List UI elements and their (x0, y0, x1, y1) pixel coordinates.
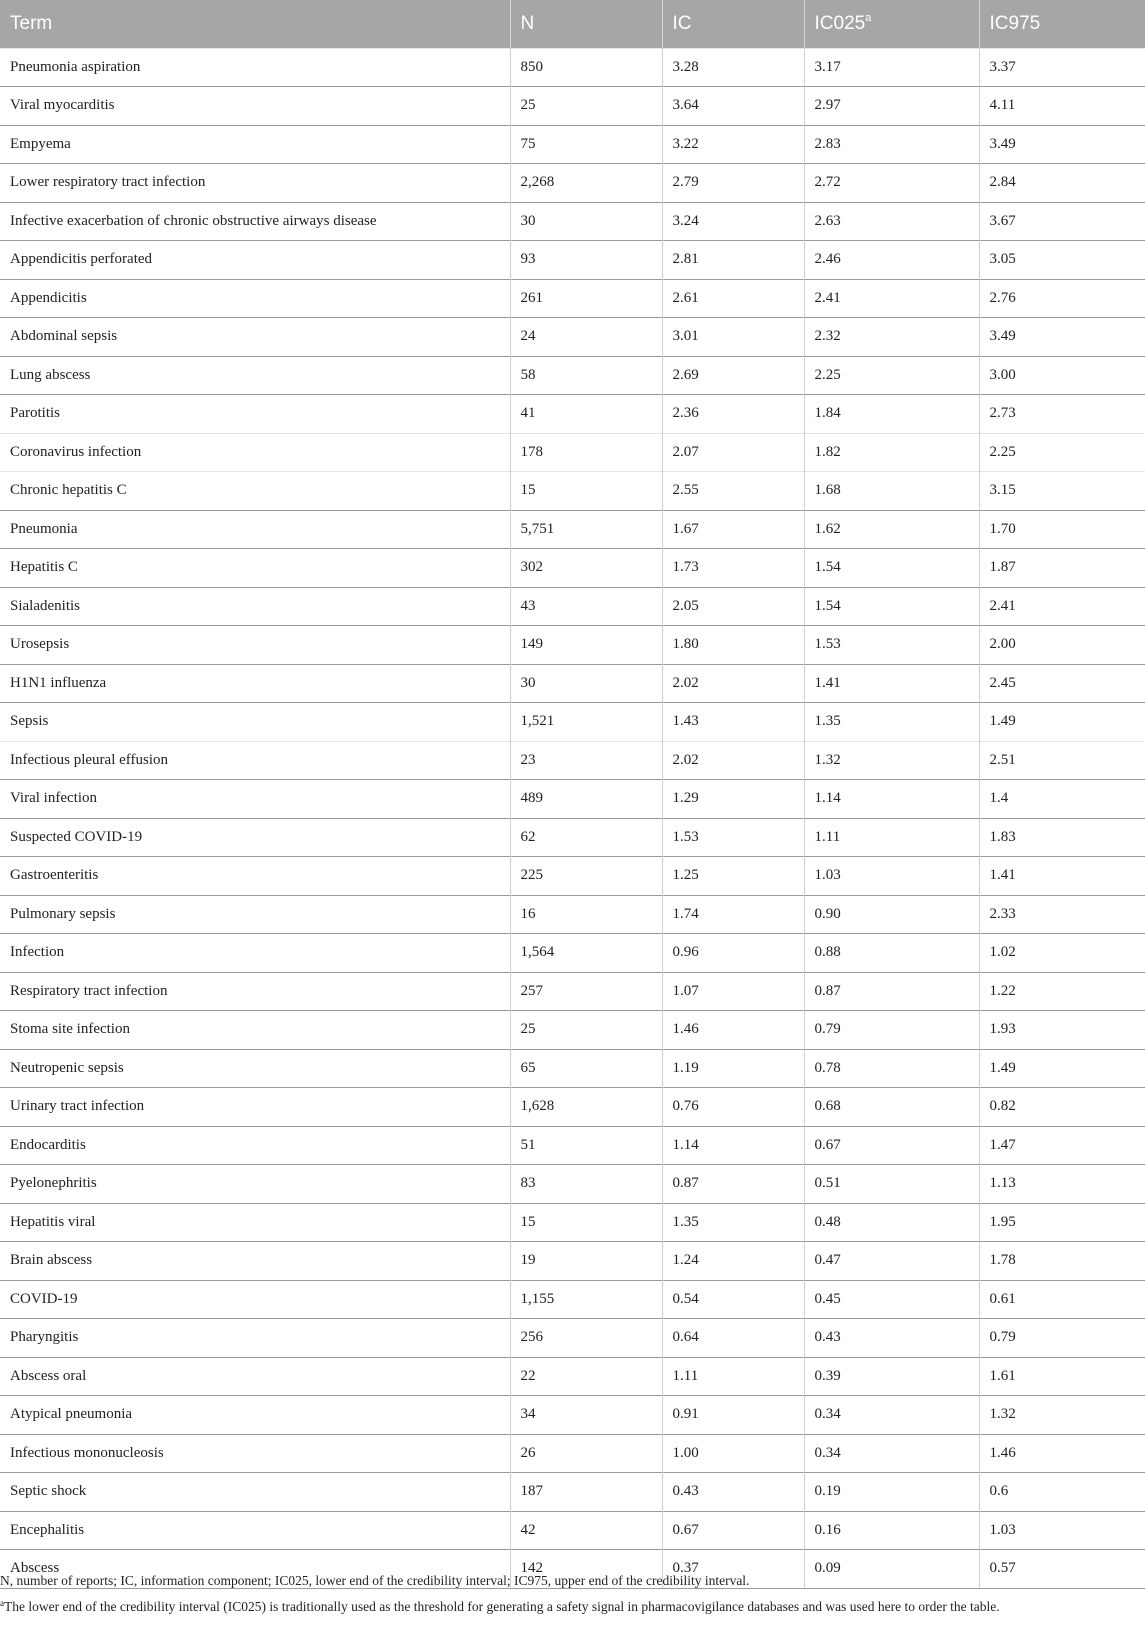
cell-ic: 1.25 (662, 857, 804, 896)
cell-ic975: 1.93 (979, 1011, 1145, 1050)
cell-ic: 0.91 (662, 1396, 804, 1435)
table-row (0, 1434, 1145, 1473)
cell-ic025: 1.54 (804, 549, 979, 588)
cell-ic025: 2.97 (804, 87, 979, 126)
column-header-ic: IC (662, 0, 804, 48)
cell-ic025: 0.47 (804, 1242, 979, 1281)
cell-n: 256 (510, 1319, 662, 1358)
cell-term: Lower respiratory tract infection (0, 164, 510, 203)
table-row (0, 934, 1145, 973)
table-row (0, 356, 1145, 395)
cell-ic025: 2.41 (804, 279, 979, 318)
cell-ic975: 2.45 (979, 664, 1145, 703)
cell-ic975: 1.03 (979, 1511, 1145, 1550)
ordering-footnote-text: The lower end of the credibility interval (IC025) is traditionally used as the threshold for generating a safety signal in pharmacovigilance databases and was used here to order the table. (4, 1599, 1000, 1614)
cell-ic975: 3.00 (979, 356, 1145, 395)
table-row (0, 780, 1145, 819)
cell-ic: 1.43 (662, 703, 804, 742)
cell-term: Viral infection (0, 780, 510, 819)
cell-ic: 2.69 (662, 356, 804, 395)
cell-term: Parotitis (0, 395, 510, 434)
cell-ic: 1.00 (662, 1434, 804, 1473)
cell-ic975: 1.32 (979, 1396, 1145, 1435)
cell-term: Hepatitis viral (0, 1203, 510, 1242)
cell-n: 22 (510, 1357, 662, 1396)
cell-ic: 3.01 (662, 318, 804, 357)
cell-ic025: 0.48 (804, 1203, 979, 1242)
cell-term: Hepatitis C (0, 549, 510, 588)
cell-ic025: 1.54 (804, 587, 979, 626)
cell-n: 15 (510, 472, 662, 511)
cell-ic025: 1.68 (804, 472, 979, 511)
cell-ic025: 2.72 (804, 164, 979, 203)
table-row (0, 1473, 1145, 1512)
cell-ic025: 1.84 (804, 395, 979, 434)
cell-n: 58 (510, 356, 662, 395)
cell-ic975: 4.11 (979, 87, 1145, 126)
cell-n: 83 (510, 1165, 662, 1204)
cell-ic: 2.02 (662, 664, 804, 703)
cell-ic025: 1.14 (804, 780, 979, 819)
cell-term: Pneumonia aspiration (0, 48, 510, 87)
cell-term: Empyema (0, 125, 510, 164)
cell-term: Pyelonephritis (0, 1165, 510, 1204)
table-row (0, 1049, 1145, 1088)
cell-n: 850 (510, 48, 662, 87)
cell-ic975: 3.49 (979, 125, 1145, 164)
cell-ic025: 0.68 (804, 1088, 979, 1127)
cell-n: 25 (510, 87, 662, 126)
cell-ic: 2.79 (662, 164, 804, 203)
cell-ic: 1.29 (662, 780, 804, 819)
cell-ic025: 1.35 (804, 703, 979, 742)
cell-n: 30 (510, 202, 662, 241)
cell-ic: 2.02 (662, 741, 804, 780)
cell-ic: 3.22 (662, 125, 804, 164)
column-header-ic975: IC975 (979, 0, 1145, 48)
cell-n: 41 (510, 395, 662, 434)
cell-ic975: 1.47 (979, 1126, 1145, 1165)
cell-ic025: 0.78 (804, 1049, 979, 1088)
cell-n: 75 (510, 125, 662, 164)
cell-term: Infective exacerbation of chronic obstructive airways disease (0, 202, 510, 241)
cell-n: 178 (510, 433, 662, 472)
cell-ic025: 1.03 (804, 857, 979, 896)
cell-ic975: 1.13 (979, 1165, 1145, 1204)
cell-n: 5,751 (510, 510, 662, 549)
cell-ic975: 1.46 (979, 1434, 1145, 1473)
table-row (0, 549, 1145, 588)
cell-n: 65 (510, 1049, 662, 1088)
cell-ic975: 3.37 (979, 48, 1145, 87)
cell-ic: 0.67 (662, 1511, 804, 1550)
cell-ic975: 3.67 (979, 202, 1145, 241)
cell-ic975: 1.87 (979, 549, 1145, 588)
cell-term: Appendicitis perforated (0, 241, 510, 280)
cell-ic: 2.81 (662, 241, 804, 280)
cell-n: 2,268 (510, 164, 662, 203)
cell-ic: 1.07 (662, 972, 804, 1011)
cell-ic025: 1.62 (804, 510, 979, 549)
table-row (0, 1126, 1145, 1165)
cell-ic975: 0.79 (979, 1319, 1145, 1358)
cell-n: 261 (510, 279, 662, 318)
cell-ic: 2.36 (662, 395, 804, 434)
header-row (0, 0, 1145, 48)
table-row (0, 433, 1145, 472)
cell-ic025: 0.34 (804, 1434, 979, 1473)
cell-n: 15 (510, 1203, 662, 1242)
cell-ic025: 0.34 (804, 1396, 979, 1435)
cell-n: 1,155 (510, 1280, 662, 1319)
cell-ic: 1.53 (662, 818, 804, 857)
cell-ic025: 1.11 (804, 818, 979, 857)
cell-ic: 1.19 (662, 1049, 804, 1088)
cell-term: Neutropenic sepsis (0, 1049, 510, 1088)
cell-ic: 1.11 (662, 1357, 804, 1396)
table-row (0, 1088, 1145, 1127)
column-header-ic025 (804, 0, 979, 48)
cell-n: 34 (510, 1396, 662, 1435)
cell-term: Suspected COVID-19 (0, 818, 510, 857)
cell-term: Urosepsis (0, 626, 510, 665)
cell-ic975: 1.83 (979, 818, 1145, 857)
footnote-marker: a (0, 1598, 4, 1608)
column-header-ic025-label: IC025 (814, 13, 866, 35)
cell-term: Sialadenitis (0, 587, 510, 626)
cell-ic975: 2.33 (979, 895, 1145, 934)
cell-ic975: 2.84 (979, 164, 1145, 203)
cell-n: 302 (510, 549, 662, 588)
cell-n: 1,521 (510, 703, 662, 742)
cell-ic975: 0.57 (979, 1550, 1145, 1589)
table-row (0, 1396, 1145, 1435)
cell-n: 489 (510, 780, 662, 819)
cell-ic025: 1.82 (804, 433, 979, 472)
cell-ic: 1.73 (662, 549, 804, 588)
cell-n: 225 (510, 857, 662, 896)
table-row (0, 1357, 1145, 1396)
cell-ic975: 1.61 (979, 1357, 1145, 1396)
cell-term: Respiratory tract infection (0, 972, 510, 1011)
cell-ic: 1.24 (662, 1242, 804, 1281)
cell-ic025: 1.41 (804, 664, 979, 703)
cell-n: 24 (510, 318, 662, 357)
cell-term: Sepsis (0, 703, 510, 742)
table-row (0, 125, 1145, 164)
cell-term: Gastroenteritis (0, 857, 510, 896)
cell-ic975: 1.78 (979, 1242, 1145, 1281)
table-row (0, 241, 1145, 280)
table-row (0, 1511, 1145, 1550)
ordering-footnote (0, 1592, 1145, 1618)
cell-n: 42 (510, 1511, 662, 1550)
cell-ic975: 3.49 (979, 318, 1145, 357)
column-header-n: N (510, 0, 662, 48)
cell-ic025: 0.51 (804, 1165, 979, 1204)
table-row (0, 1165, 1145, 1204)
table-row (0, 472, 1145, 511)
cell-term: Viral myocarditis (0, 87, 510, 126)
cell-ic: 1.74 (662, 895, 804, 934)
cell-ic975: 3.05 (979, 241, 1145, 280)
cell-ic975: 2.25 (979, 433, 1145, 472)
cell-ic975: 0.61 (979, 1280, 1145, 1319)
cell-term: Brain abscess (0, 1242, 510, 1281)
cell-ic975: 1.02 (979, 934, 1145, 973)
cell-ic025: 2.46 (804, 241, 979, 280)
cell-ic025: 0.09 (804, 1550, 979, 1589)
table-footnotes (0, 1569, 1145, 1618)
cell-n: 62 (510, 818, 662, 857)
table-row (0, 972, 1145, 1011)
abbreviations-footnote: N, number of reports; IC, information component; IC025, lower end of the credibility interval; IC975, upper end of the credibility interval. (0, 1573, 750, 1588)
cell-term: H1N1 influenza (0, 664, 510, 703)
cell-ic: 3.28 (662, 48, 804, 87)
cell-ic975: 3.15 (979, 472, 1145, 511)
cell-term: Pneumonia (0, 510, 510, 549)
cell-ic: 3.64 (662, 87, 804, 126)
cell-n: 43 (510, 587, 662, 626)
cell-n: 26 (510, 1434, 662, 1473)
cell-ic: 0.43 (662, 1473, 804, 1512)
cell-ic975: 2.73 (979, 395, 1145, 434)
cell-n: 187 (510, 1473, 662, 1512)
cell-ic025: 2.32 (804, 318, 979, 357)
cell-ic: 0.87 (662, 1165, 804, 1204)
cell-ic: 1.35 (662, 1203, 804, 1242)
cell-ic025: 0.43 (804, 1319, 979, 1358)
table-row (0, 703, 1145, 742)
cell-ic975: 2.41 (979, 587, 1145, 626)
cell-term: Abscess (0, 1550, 510, 1589)
cell-term: Lung abscess (0, 356, 510, 395)
cell-ic975: 0.82 (979, 1088, 1145, 1127)
table-row (0, 318, 1145, 357)
cell-n: 19 (510, 1242, 662, 1281)
table-row (0, 741, 1145, 780)
cell-ic025: 0.79 (804, 1011, 979, 1050)
table-row (0, 857, 1145, 896)
cell-term: Abscess oral (0, 1357, 510, 1396)
cell-ic: 1.67 (662, 510, 804, 549)
cell-ic: 2.07 (662, 433, 804, 472)
cell-ic: 0.54 (662, 1280, 804, 1319)
table-row (0, 395, 1145, 434)
cell-term: Endocarditis (0, 1126, 510, 1165)
cell-term: Pharyngitis (0, 1319, 510, 1358)
cell-ic025: 1.53 (804, 626, 979, 665)
cell-ic975: 2.51 (979, 741, 1145, 780)
cell-term: Infectious mononucleosis (0, 1434, 510, 1473)
table-body (0, 48, 1145, 1588)
cell-ic: 2.05 (662, 587, 804, 626)
table-row (0, 664, 1145, 703)
cell-ic: 2.61 (662, 279, 804, 318)
cell-ic: 1.46 (662, 1011, 804, 1050)
table-row (0, 202, 1145, 241)
cell-ic: 2.55 (662, 472, 804, 511)
cell-ic975: 1.70 (979, 510, 1145, 549)
cell-ic: 0.37 (662, 1550, 804, 1589)
cell-ic: 3.24 (662, 202, 804, 241)
cell-term: Infectious pleural effusion (0, 741, 510, 780)
table-header (0, 0, 1145, 48)
cell-ic: 0.96 (662, 934, 804, 973)
cell-term: Urinary tract infection (0, 1088, 510, 1127)
table-row (0, 1011, 1145, 1050)
cell-n: 16 (510, 895, 662, 934)
cell-ic025: 0.67 (804, 1126, 979, 1165)
cell-ic025: 0.45 (804, 1280, 979, 1319)
cell-ic975: 1.41 (979, 857, 1145, 896)
table-row (0, 1203, 1145, 1242)
table-row (0, 1242, 1145, 1281)
cell-ic975: 0.6 (979, 1473, 1145, 1512)
cell-term: Pulmonary sepsis (0, 895, 510, 934)
table-row (0, 164, 1145, 203)
cell-ic975: 2.76 (979, 279, 1145, 318)
cell-term: Encephalitis (0, 1511, 510, 1550)
table-row (0, 587, 1145, 626)
cell-term: Abdominal sepsis (0, 318, 510, 357)
cell-ic025: 0.87 (804, 972, 979, 1011)
cell-term: Chronic hepatitis C (0, 472, 510, 511)
cell-ic025: 3.17 (804, 48, 979, 87)
cell-n: 257 (510, 972, 662, 1011)
cell-ic025: 1.32 (804, 741, 979, 780)
cell-n: 142 (510, 1550, 662, 1589)
table-row (0, 279, 1145, 318)
footnote-marker: a (865, 12, 872, 25)
cell-ic025: 2.63 (804, 202, 979, 241)
cell-ic975: 1.22 (979, 972, 1145, 1011)
cell-ic: 1.80 (662, 626, 804, 665)
table-row (0, 626, 1145, 665)
cell-n: 149 (510, 626, 662, 665)
cell-ic: 0.76 (662, 1088, 804, 1127)
cell-ic025: 0.90 (804, 895, 979, 934)
cell-ic025: 2.83 (804, 125, 979, 164)
cell-term: Atypical pneumonia (0, 1396, 510, 1435)
cell-ic: 0.64 (662, 1319, 804, 1358)
column-header-term: Term (10, 12, 53, 34)
cell-n: 25 (510, 1011, 662, 1050)
cell-term: Stoma site infection (0, 1011, 510, 1050)
cell-n: 51 (510, 1126, 662, 1165)
cell-term: COVID-19 (0, 1280, 510, 1319)
table-row (0, 818, 1145, 857)
cell-ic025: 0.39 (804, 1357, 979, 1396)
table-row (0, 895, 1145, 934)
table-row (0, 48, 1145, 87)
cell-n: 1,628 (510, 1088, 662, 1127)
table-row (0, 87, 1145, 126)
cell-ic: 1.14 (662, 1126, 804, 1165)
cell-n: 1,564 (510, 934, 662, 973)
cell-n: 30 (510, 664, 662, 703)
cell-ic025: 0.16 (804, 1511, 979, 1550)
cell-ic025: 2.25 (804, 356, 979, 395)
table-row (0, 1280, 1145, 1319)
cell-ic975: 1.4 (979, 780, 1145, 819)
table-row (0, 510, 1145, 549)
table-row (0, 1319, 1145, 1358)
cell-term: Septic shock (0, 1473, 510, 1512)
cell-ic975: 2.00 (979, 626, 1145, 665)
cell-ic975: 1.49 (979, 1049, 1145, 1088)
cell-term: Coronavirus infection (0, 433, 510, 472)
cell-n: 93 (510, 241, 662, 280)
cell-term: Appendicitis (0, 279, 510, 318)
cell-ic025: 0.19 (804, 1473, 979, 1512)
cell-ic975: 1.49 (979, 703, 1145, 742)
cell-ic025: 0.88 (804, 934, 979, 973)
cell-ic975: 1.95 (979, 1203, 1145, 1242)
cell-n: 23 (510, 741, 662, 780)
cell-term: Infection (0, 934, 510, 973)
